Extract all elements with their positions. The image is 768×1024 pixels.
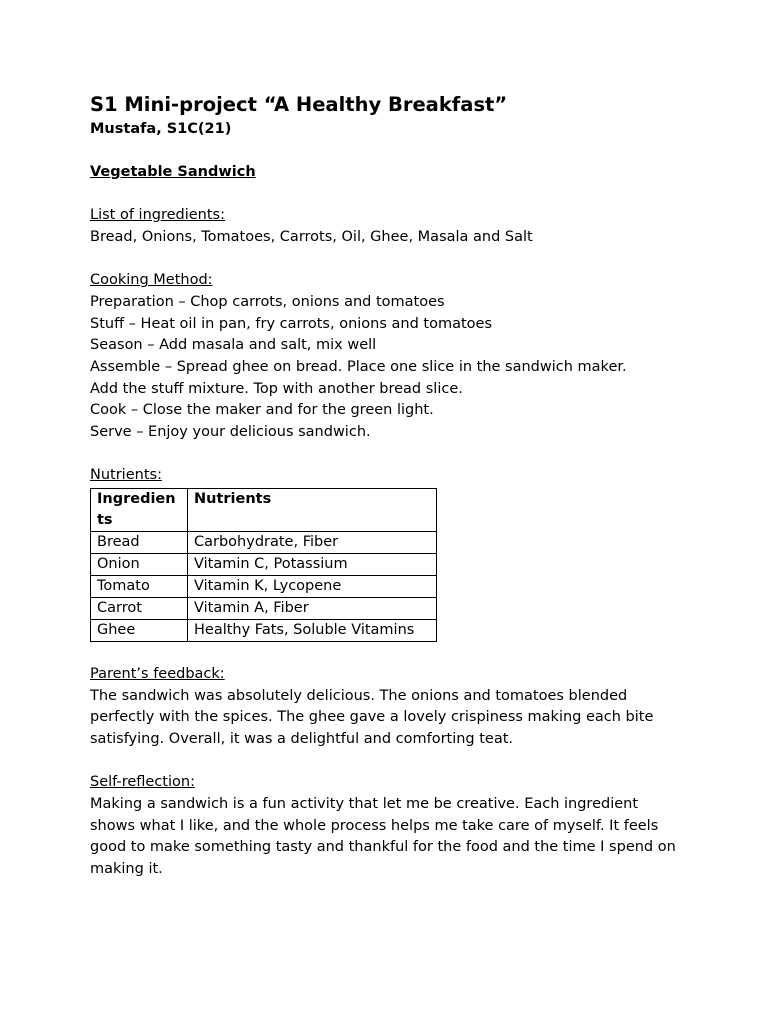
table-cell-nutrient: Vitamin A, Fiber bbox=[188, 598, 437, 620]
spacer bbox=[90, 140, 690, 162]
table-cell-nutrient: Healthy Fats, Soluble Vitamins bbox=[188, 620, 437, 642]
table-row bbox=[91, 554, 437, 576]
spacer bbox=[90, 642, 690, 664]
table-cell-ingredient: Bread bbox=[91, 532, 188, 554]
feedback-heading: Parent’s feedback: bbox=[90, 665, 225, 682]
document-page bbox=[90, 92, 690, 881]
table-cell-ingredient: Ghee bbox=[91, 620, 188, 642]
spacer bbox=[90, 444, 690, 466]
table-row bbox=[91, 532, 437, 554]
column-header-nutrients: Nutrients bbox=[188, 489, 437, 532]
recipe-name: Vegetable Sandwich bbox=[90, 163, 256, 180]
method-step: Stuff – Heat oil in pan, fry carrots, onions and tomatoes bbox=[90, 315, 492, 332]
table-row bbox=[91, 576, 437, 598]
method-step: Serve – Enjoy your delicious sandwich. bbox=[90, 424, 371, 441]
spacer bbox=[90, 248, 690, 270]
spacer bbox=[90, 183, 690, 205]
method-step: Preparation – Chop carrots, onions and tomatoes bbox=[90, 293, 445, 310]
method-step: Add the stuff mixture. Top with another bread slice. bbox=[90, 380, 463, 397]
table-cell-ingredient: Onion bbox=[91, 554, 188, 576]
reflection-text: Making a sandwich is a fun activity that let me be creative. Each ingredient shows what I like, and the whole process helps me take care of myself. It feels good to make something tasty and thankful for the food and the time I spend on making it. bbox=[90, 796, 676, 878]
ingredients-text: Bread, Onions, Tomatoes, Carrots, Oil, Ghee, Masala and Salt bbox=[90, 228, 533, 245]
method-step: Assemble – Spread ghee on bread. Place one slice in the sandwich maker. bbox=[90, 358, 627, 375]
table-header-row bbox=[91, 489, 437, 532]
nutrients-heading: Nutrients: bbox=[90, 467, 162, 484]
nutrients-table bbox=[90, 488, 437, 642]
method-step: Cook – Close the maker and for the green light. bbox=[90, 402, 434, 419]
spacer bbox=[90, 751, 690, 773]
method-step: Season – Add masala and salt, mix well bbox=[90, 337, 377, 354]
author-line: Mustafa, S1C(21) bbox=[90, 121, 232, 137]
reflection-heading: Self-reflection: bbox=[90, 774, 195, 791]
table-row bbox=[91, 620, 437, 642]
page-title: S1 Mini-project “A Healthy Breakfast” bbox=[90, 93, 508, 116]
table-cell-nutrient: Carbohydrate, Fiber bbox=[188, 532, 437, 554]
table-cell-ingredient: Tomato bbox=[91, 576, 188, 598]
ingredients-heading: List of ingredients: bbox=[90, 207, 225, 224]
table-cell-nutrient: Vitamin C, Potassium bbox=[188, 554, 437, 576]
table-row bbox=[91, 598, 437, 620]
column-header-ingredients: Ingredients bbox=[91, 489, 188, 532]
table-cell-nutrient: Vitamin K, Lycopene bbox=[188, 576, 437, 598]
table-cell-ingredient: Carrot bbox=[91, 598, 188, 620]
feedback-text: The sandwich was absolutely delicious. The onions and tomatoes blended perfectly with the spices. The ghee gave a lovely crispiness making each bite satisfying. Overall, it was a delightful and comforting teat. bbox=[90, 687, 654, 747]
method-heading: Cooking Method: bbox=[90, 272, 213, 289]
